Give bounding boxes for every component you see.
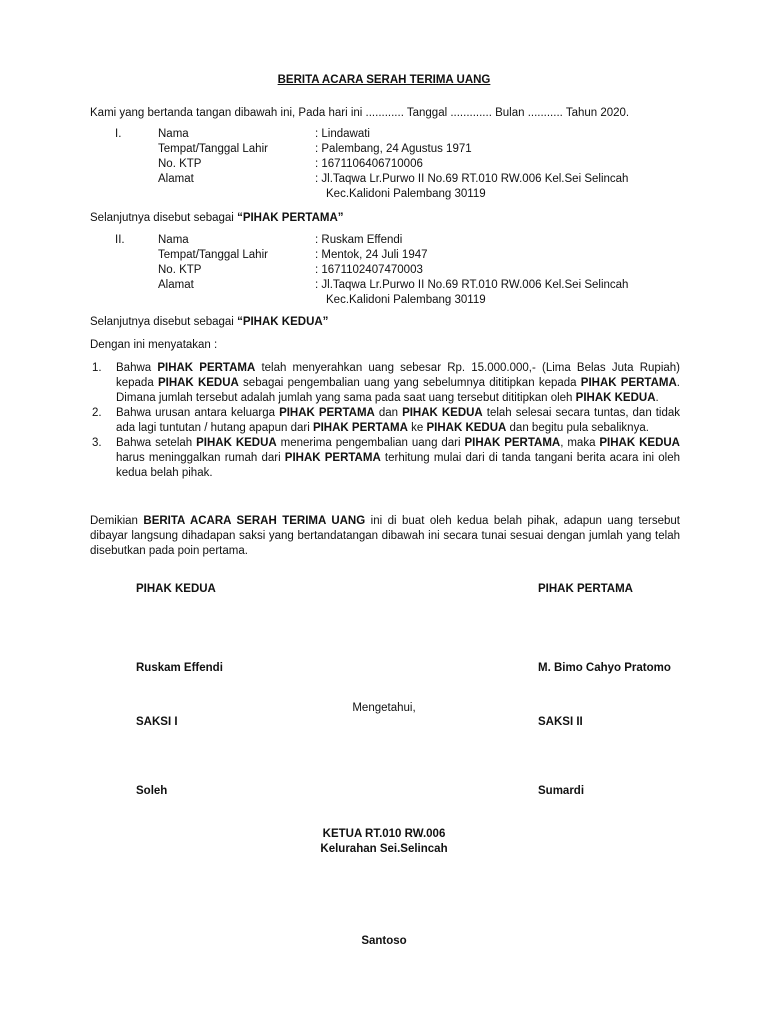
mengetahui-label: Mengetahui,: [352, 702, 416, 714]
party-two-ktp: : 1671102407470003: [315, 264, 423, 276]
statement-intro: Dengan ini menyatakan :: [90, 339, 218, 351]
party-one-alamat-2: Kec.Kalidoni Palembang 30119: [326, 188, 486, 200]
left-party-name: Ruskam Effendi: [136, 662, 223, 674]
party-two-nama: : Ruskam Effendi: [315, 234, 403, 246]
statement-list: [90, 361, 680, 481]
party-two-designation: Selanjutnya disebut sebagai “PIHAK KEDUA”: [90, 316, 329, 328]
left-party-role: PIHAK KEDUA: [136, 583, 216, 595]
label-nama: Nama: [158, 234, 189, 246]
right-party-name: M. Bimo Cahyo Pratomo: [538, 662, 671, 674]
document-title: BERITA ACARA SERAH TERIMA UANG: [277, 74, 491, 86]
party-two-alamat-1: : Jl.Taqwa Lr.Purwo II No.69 RT.010 RW.006 Kel.Sei Selincah: [315, 279, 629, 291]
party-one-ktp: : 1671106406710006: [315, 158, 423, 170]
right-party-role: PIHAK PERTAMA: [538, 583, 633, 595]
list-item: 3. Bahwa setelah PIHAK KEDUA menerima pengembalian uang dari PIHAK PERTAMA, maka PIHAK KEDUA harus meninggalkan rumah dari PIHAK PERTAMA terhitung mulai dari di tanda tangani berita acara ini oleh kedua belah pihak.: [92, 437, 680, 479]
label-ttl: Tempat/Tanggal Lahir: [158, 143, 268, 155]
party-one-number: I.: [115, 128, 122, 140]
saksi-two-name: Sumardi: [538, 785, 585, 797]
intro-paragraph: Kami yang bertanda tangan dibawah ini, Pada hari ini ............ Tanggal ............. Bulan ........... Tahun 2020.: [90, 107, 630, 119]
party-two-alamat-2: Kec.Kalidoni Palembang 30119: [326, 294, 486, 306]
label-ktp: No. KTP: [158, 264, 202, 276]
party-one-nama: : Lindawati: [315, 128, 370, 140]
label-alamat: Alamat: [158, 279, 194, 291]
list-item: 1. Bahwa PIHAK PERTAMA telah menyerahkan uang sebesar Rp. 15.000.000,- (Lima Belas Juta Rupiah) kepada PIHAK KEDUA sebagai pengembalian uang yang sebelumnya dititipkan kepada PIHAK PERTAMA. Dimana jumlah tersebut adalah jumlah yang sama pada saat uang tersebut dititipkan oleh PIHAK KEDUA.: [92, 362, 681, 404]
party-one-block: [115, 127, 675, 202]
label-nama: Nama: [158, 128, 189, 140]
saksi-two-label: SAKSI II: [538, 716, 583, 728]
ketua-name: Santoso: [361, 935, 407, 947]
saksi-one-name: Soleh: [136, 785, 168, 797]
closing-paragraph: Demikian BERITA ACARA SERAH TERIMA UANG ini di buat oleh kedua belah pihak, adapun uang tersebut dibayar langsung dihadapan saksi yang bertandatangan dibawah ini secara tunai sesuai dengan jumlah yang telah disebutkan pada poin pertama.: [90, 515, 680, 557]
ketua-kelurahan: Kelurahan Sei.Selincah: [320, 843, 448, 855]
saksi-one-label: SAKSI I: [136, 716, 178, 728]
party-one-alamat-1: : Jl.Taqwa Lr.Purwo II No.69 RT.010 RW.006 Kel.Sei Selincah: [315, 173, 629, 185]
party-one-ttl: : Palembang, 24 Agustus 1971: [315, 143, 472, 155]
party-two-ttl: : Mentok, 24 Juli 1947: [315, 249, 428, 261]
ketua-title: KETUA RT.010 RW.006: [322, 828, 446, 840]
label-alamat: Alamat: [158, 173, 194, 185]
label-ktp: No. KTP: [158, 158, 202, 170]
label-ttl: Tempat/Tanggal Lahir: [158, 249, 268, 261]
list-item: 2. Bahwa urusan antara keluarga PIHAK PERTAMA dan PIHAK KEDUA telah selesai secara tuntas, dan tidak ada lagi tuntutan / hutang apapun dari PIHAK PERTAMA ke PIHAK KEDUA dan begitu pula sebaliknya.: [92, 407, 681, 434]
party-two-number: II.: [115, 234, 125, 246]
party-two-block: [115, 233, 675, 308]
party-one-designation: Selanjutnya disebut sebagai “PIHAK PERTAMA”: [90, 212, 344, 224]
